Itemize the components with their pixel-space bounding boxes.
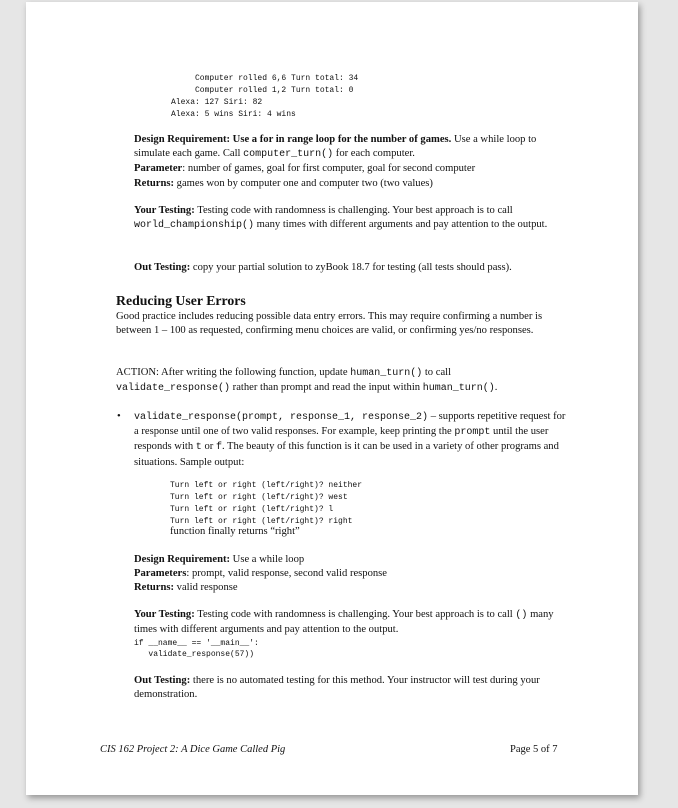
bullet-dot: • [117, 411, 121, 422]
design-requirement-paragraph [134, 553, 566, 596]
returns-label: Returns: [134, 582, 175, 594]
out-testing-text: there is no automated testing for this method. Your instructor will test during your demonstration. [134, 675, 540, 701]
intro-paragraph: Good practice includes reducing possible data entry errors. This may require confirming a number is between 1 – 100 as requested, confirming menu choices are valid, or confirming yes/no responses. [116, 311, 543, 337]
inline-code: human_turn() [350, 368, 423, 379]
sample-output-line: Alexa: 5 wins Siri: 4 wins [171, 110, 296, 119]
page-number: Page 5 of 7 [510, 744, 558, 755]
inline-code: computer_turn() [243, 149, 334, 161]
design-text: Use a while loop [230, 554, 305, 565]
testing-label: Your Testing: [134, 609, 195, 620]
bullet-text: until the user responds with [134, 426, 549, 453]
sample-output-line: Computer rolled 6,6 Turn total: 34 [195, 74, 359, 83]
bullet-text: . The beauty of this function is it can be used in a variety of other programs and situations. Sample output: [134, 441, 559, 468]
sample-output-line: Turn left or right (left/right)? neither [170, 481, 363, 490]
your-testing-paragraph [134, 204, 566, 233]
design-requirement-paragraph [134, 133, 566, 191]
inline-code: world_championship() [134, 220, 255, 232]
section-heading: Reducing User Errors [116, 293, 246, 308]
testing-label: Your Testing: [134, 205, 195, 216]
design-text: for each computer. [333, 148, 415, 160]
parameters-label: Parameters [134, 568, 187, 580]
inline-code: t [195, 442, 202, 454]
action-text: rather than prompt and read the input within [230, 382, 423, 394]
out-testing-text: copy your partial solution to zyBook 18.7 for testing (all tests should pass). [190, 262, 512, 273]
parameter-text: : number of games, goal for first computer, goal for second computer [182, 163, 476, 175]
design-text: Use a while loop to simulate each game. Call [134, 134, 537, 160]
bullet-text: or [201, 441, 216, 453]
out-testing-paragraph [134, 261, 574, 275]
returns-note: function finally returns “right” [170, 526, 300, 537]
inline-code: prompt [454, 427, 491, 439]
bullet-paragraph [134, 410, 566, 470]
out-testing-paragraph [134, 674, 566, 702]
document-page [26, 2, 638, 795]
parameters-text: : prompt, valid response, second valid response [186, 568, 388, 580]
out-testing-label: Out Testing: [134, 262, 191, 273]
design-label: Design Requirement: Use a for in range loop for the number of games. [134, 134, 452, 145]
code-line: if __name__ == '__main__': [134, 639, 259, 648]
sample-output-line: Alexa: 127 Siri: 82 [171, 98, 263, 107]
footer-title: CIS 162 Project 2: A Dice Game Called Pig [100, 744, 286, 755]
testing-text: many times with different arguments and pay attention to the output. [134, 609, 554, 636]
returns-text: valid response [174, 582, 238, 594]
action-paragraph [116, 366, 576, 396]
inline-code: human_turn() [422, 383, 495, 395]
testing-text: many times with different arguments and pay attention to the output. [254, 219, 548, 231]
sample-output-line: Turn left or right (left/right)? l [170, 505, 334, 514]
inline-code: () [515, 610, 528, 621]
action-text: ACTION: After writing the following function, update [116, 367, 351, 378]
out-testing-label: Out Testing: [134, 675, 191, 686]
your-testing-paragraph [134, 608, 566, 637]
testing-text: Testing code with randomness is challenging. Your best approach is to call [194, 609, 516, 620]
inline-code: validate_response() [116, 383, 231, 395]
action-text: to call [422, 367, 452, 378]
parameter-label: Parameter [134, 163, 183, 175]
code-line: validate_response(57)) [134, 650, 255, 659]
function-signature: validate_response(prompt, response_1, response_2) [134, 412, 429, 423]
sample-output-line: Turn left or right (left/right)? right [170, 517, 353, 526]
action-text: . [494, 382, 498, 394]
sample-output-line: Computer rolled 1,2 Turn total: 0 [195, 86, 354, 95]
returns-text: games won by computer one and computer two (two values) [174, 177, 433, 189]
returns-label: Returns: [134, 177, 175, 189]
design-label: Design Requirement: [134, 554, 231, 565]
bullet-text: – supports repetitive request for a response until one of two valid responses. For example, keep printing the [134, 411, 566, 438]
sample-output-line: Turn left or right (left/right)? west [170, 493, 348, 502]
inline-code: f [215, 442, 222, 454]
testing-text: Testing code with randomness is challenging. Your best approach is to call [194, 205, 513, 216]
